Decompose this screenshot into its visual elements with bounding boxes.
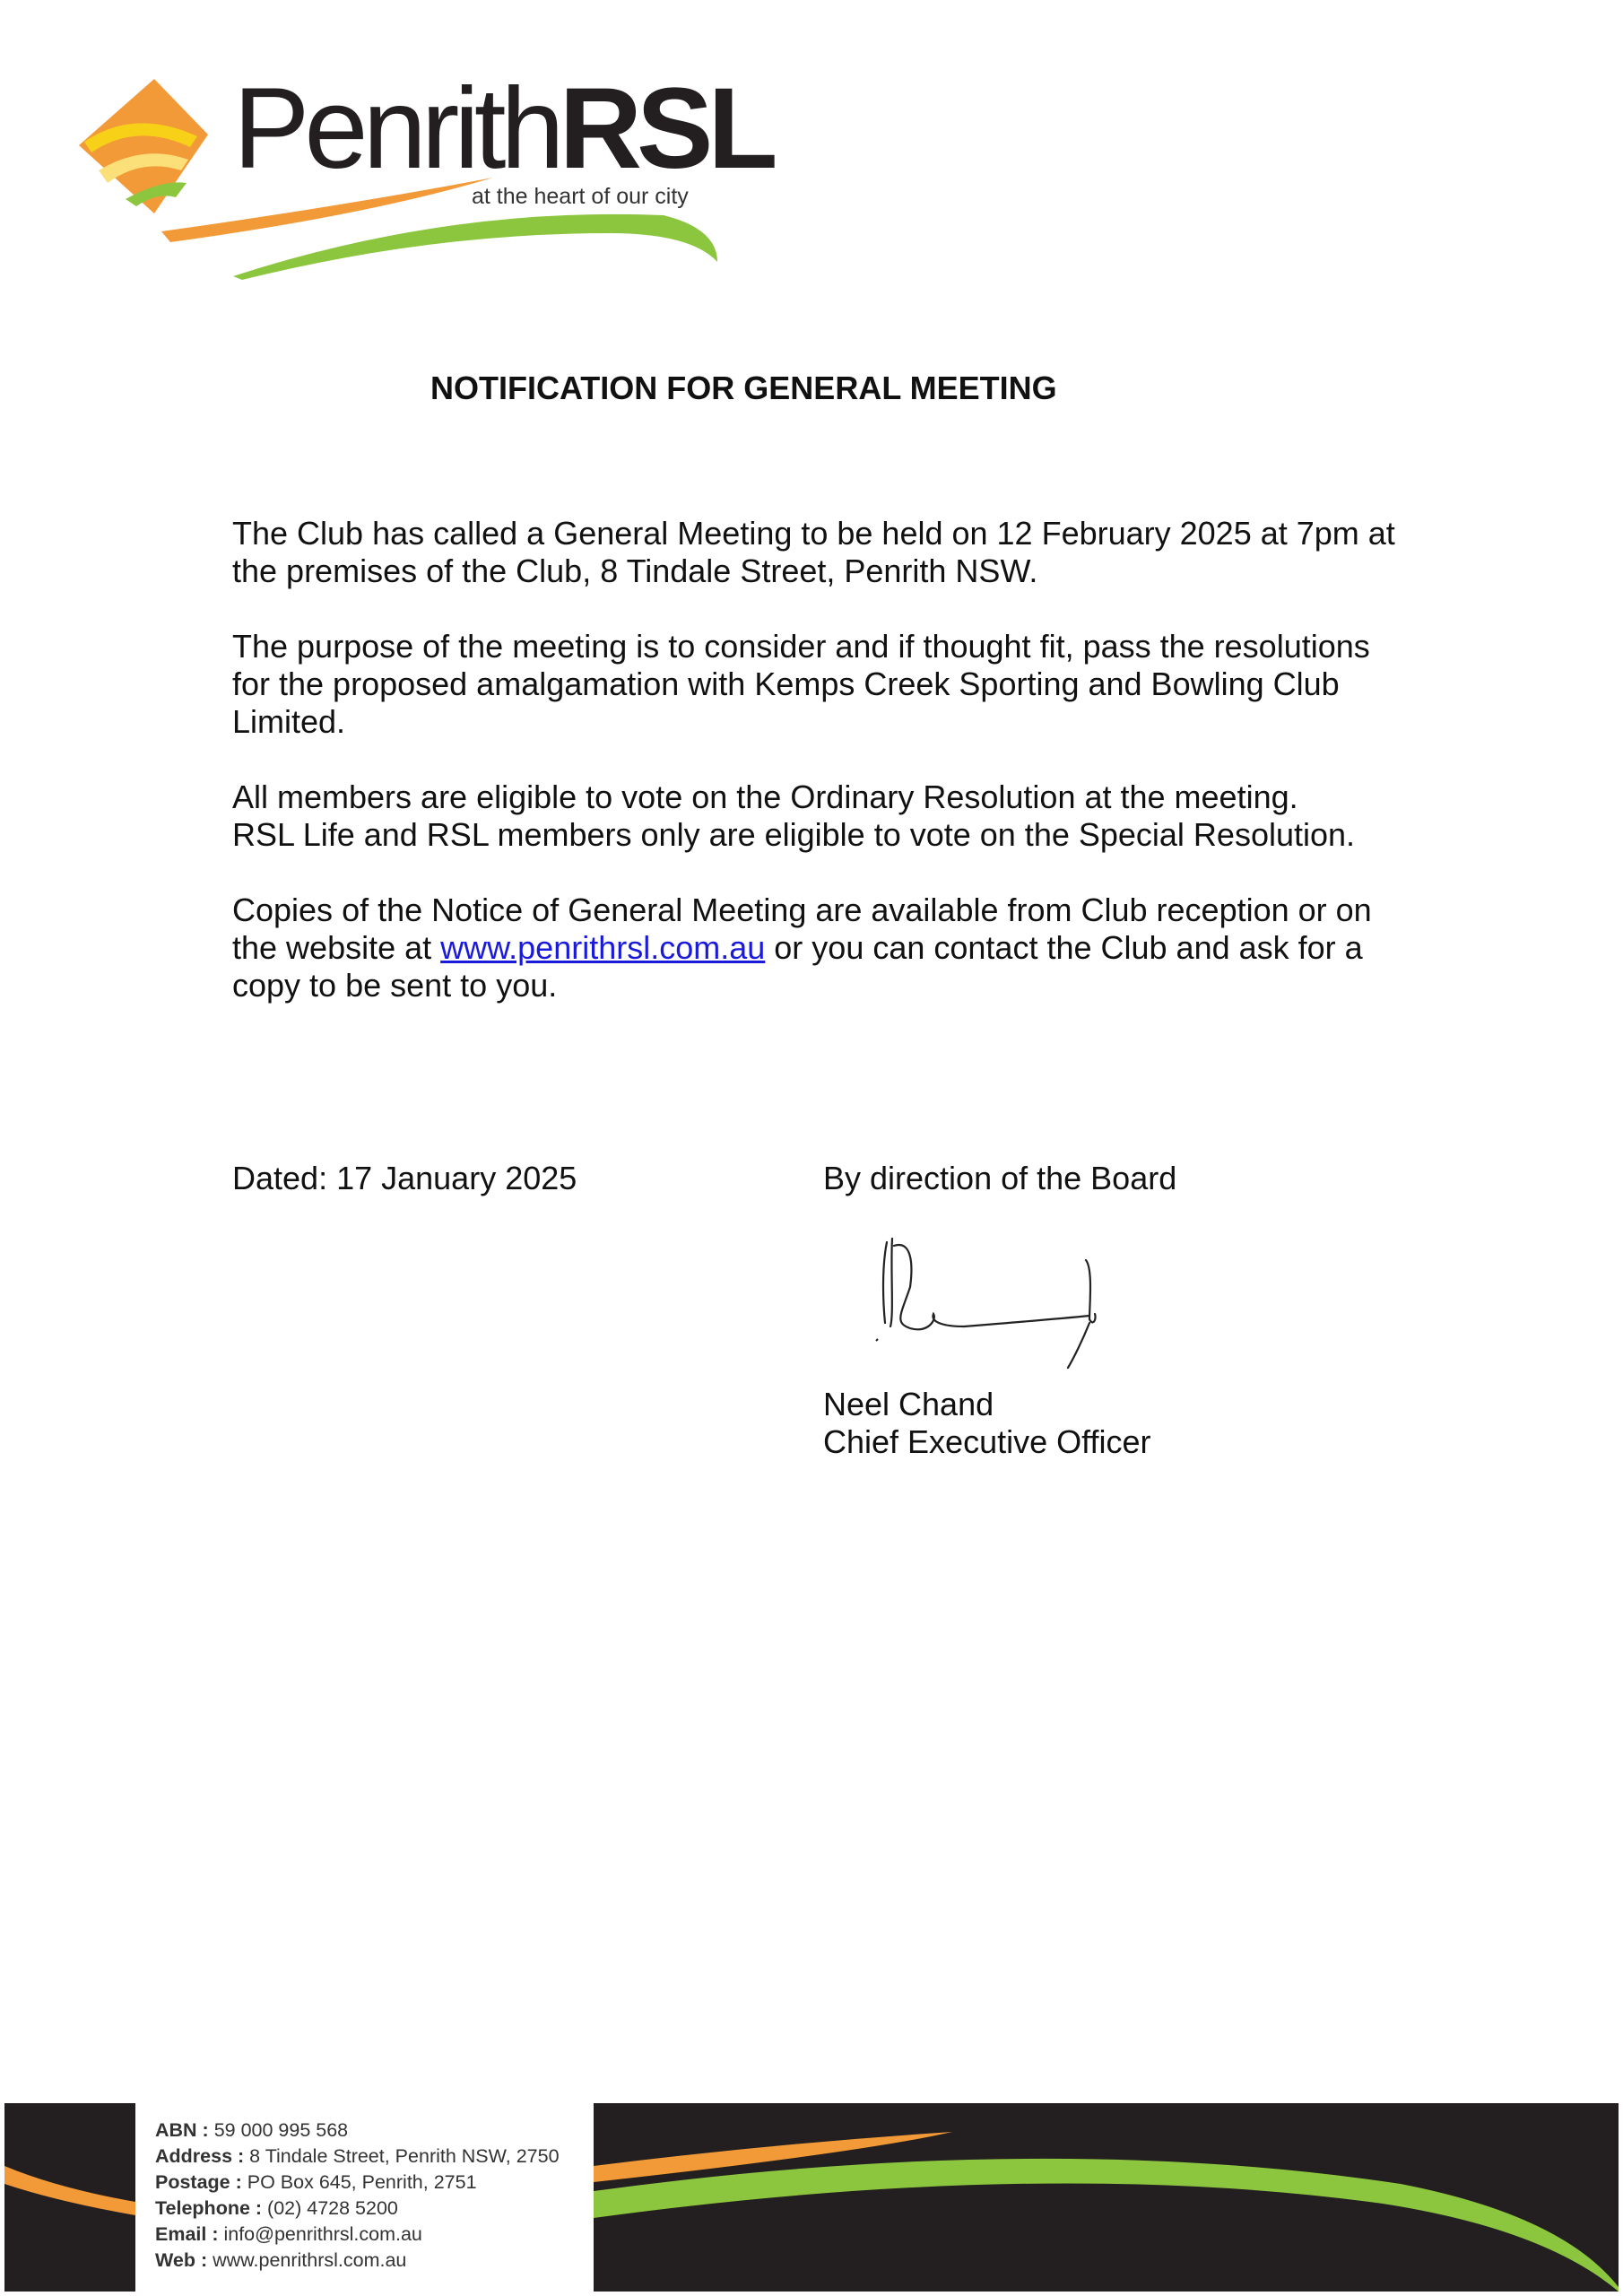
logo-wordmark (233, 65, 773, 193)
footer-contact-info (155, 2118, 560, 2274)
footer-email: Email : info@penrithrsl.com.au (155, 2223, 422, 2245)
logo-word-bold: RSL (559, 65, 773, 193)
paragraph-eligibility (232, 778, 1416, 854)
eligibility-special: RSL Life and RSL members only are eligible to vote on the Special Resolution. (232, 816, 1356, 853)
signer-name: Neel Chand (823, 1386, 994, 1422)
eligibility-ordinary: All members are eligible to vote on the Ordinary Resolution at the meeting. (232, 778, 1298, 815)
paragraph-copies (232, 891, 1416, 1004)
signer-block (823, 1386, 1150, 1461)
penrith-rsl-logo (72, 65, 773, 287)
footer-web: Web : www.penrithrsl.com.au (155, 2249, 407, 2271)
footer-abn: ABN : 59 000 995 568 (155, 2119, 349, 2141)
footer-address: Address : 8 Tindale Street, Penrith NSW, 2750 (155, 2145, 560, 2167)
paragraph-meeting-details: The Club has called a General Meeting to be held on 12 February 2025 at 7pm at the premises of the Club, 8 Tindale Street, Penrith NSW. (232, 515, 1395, 589)
copies-text-before: Copies of the Notice of General Meeting are available from Club reception or on the website at (232, 891, 1372, 966)
dated-line: Dated: 17 January 2025 (232, 1160, 577, 1196)
board-direction: By direction of the Board (823, 1160, 1177, 1196)
notice-body (232, 515, 1416, 1042)
signer-role: Chief Executive Officer (823, 1423, 1151, 1460)
footer-right-graphic (594, 2103, 1619, 2292)
website-link[interactable]: www.penrithrsl.com.au (440, 929, 766, 966)
footer-telephone: Telephone : (02) 4728 5200 (155, 2197, 398, 2219)
paragraph-purpose: The purpose of the meeting is to consider and if thought fit, pass the resolutions for the proposed amalgamation with Kemps Creek Sporting and Bowling Club Limited. (232, 628, 1370, 740)
footer-left-graphic (4, 2103, 135, 2292)
logo-tagline: at the heart of our city (472, 184, 689, 209)
notice-title: NOTIFICATION FOR GENERAL MEETING (430, 370, 1057, 406)
copies-text-after: or you can contact the Club and ask for a copy to be sent to you. (232, 929, 1363, 1004)
signature-image (874, 1233, 1107, 1377)
logo-word-light: Penrith (233, 65, 560, 193)
footer-postage: Postage : PO Box 645, Penrith, 2751 (155, 2171, 477, 2193)
footer-bar (4, 2103, 1619, 2292)
